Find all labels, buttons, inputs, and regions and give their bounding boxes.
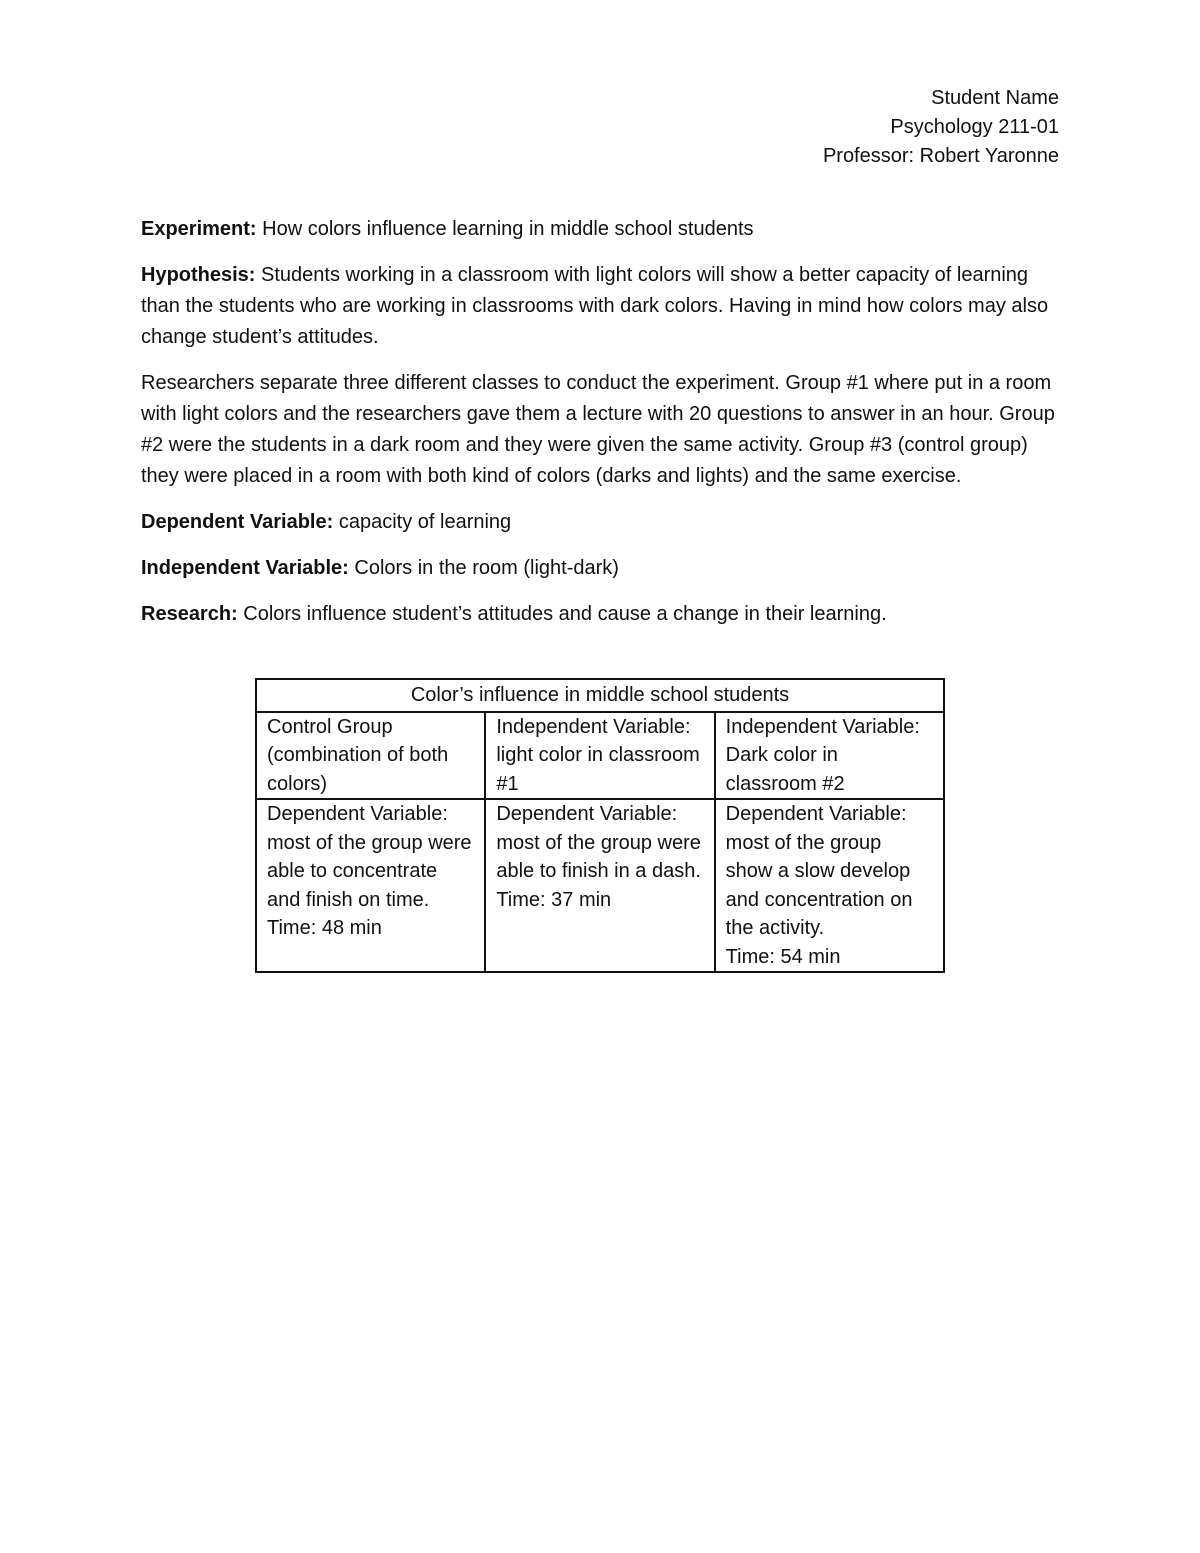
course-name: Psychology 211-01 <box>890 116 1059 138</box>
control-group-result-cell <box>256 799 485 972</box>
light-color-time: Time: 37 min <box>496 888 612 911</box>
table-results-row <box>256 799 944 972</box>
procedure-paragraph: Researchers separate three different classes to conduct the experiment. Group #1 where put in a room with light colors and the researchers gave them a lecture with 20 questions to answer in an hour. Group #2 were the students in a dark room and they were given the same activity. Group #3 (control group) they were placed in a room with both kind of colors (darks and lights) and the same exercise. <box>141 372 1055 487</box>
dependent-variable-text: capacity of learning <box>333 511 512 533</box>
light-color-result-text: Dependent Variable: most of the group were able to finish in a dash. <box>496 803 701 882</box>
research-text: Colors influence student’s attitudes and cause a change in their learning. <box>237 603 887 625</box>
experiment-label: Experiment: <box>141 218 257 240</box>
dark-color-result-cell <box>715 799 944 972</box>
student-name: Student Name <box>931 87 1059 109</box>
light-color-cell: Independent Variable: light color in classroom #1 <box>485 712 714 800</box>
hypothesis-text: Students working in a classroom with light colors will show a better capacity of learning than the students who are working in classrooms with dark colors. Having in mind how colors may also change student’s attitudes. <box>141 264 1049 348</box>
hypothesis-paragraph <box>141 260 1061 353</box>
professor-name: Professor: Robert Yaronne <box>822 145 1059 167</box>
independent-variable-text: Colors in the room (light-dark) <box>348 557 619 579</box>
dependent-variable-label: Dependent Variable: <box>141 511 334 533</box>
dark-color-cell: Independent Variable: Dark color in classroom #2 <box>715 712 944 800</box>
independent-variable-label: Independent Variable: <box>141 557 349 579</box>
research-paragraph <box>141 599 1061 630</box>
hypothesis-label: Hypothesis: <box>141 264 256 286</box>
experiment-paragraph <box>141 214 1061 245</box>
table-title-row <box>256 679 944 712</box>
research-label: Research: <box>141 603 238 625</box>
table-header-row <box>256 712 944 800</box>
table-title: Color’s influence in middle school students <box>256 679 944 712</box>
experiment-text: How colors influence learning in middle school students <box>256 218 754 240</box>
control-group-cell: Control Group (combination of both colors) <box>256 712 485 800</box>
dark-color-time: Time: 54 min <box>725 945 841 968</box>
control-group-time: Time: 48 min <box>267 917 382 939</box>
light-color-result-cell <box>485 799 714 972</box>
control-group-result-text: Dependent Variable: most of the group were able to concentrate and finish on time. <box>267 803 472 911</box>
document-body <box>141 214 1061 645</box>
dark-color-result-text: Dependent Variable: most of the group show a slow develop and concentration on the activity. <box>725 803 913 939</box>
results-table <box>255 678 945 973</box>
document-header <box>823 84 1059 171</box>
independent-variable-paragraph <box>141 553 1061 584</box>
dependent-variable-paragraph <box>141 507 1061 538</box>
